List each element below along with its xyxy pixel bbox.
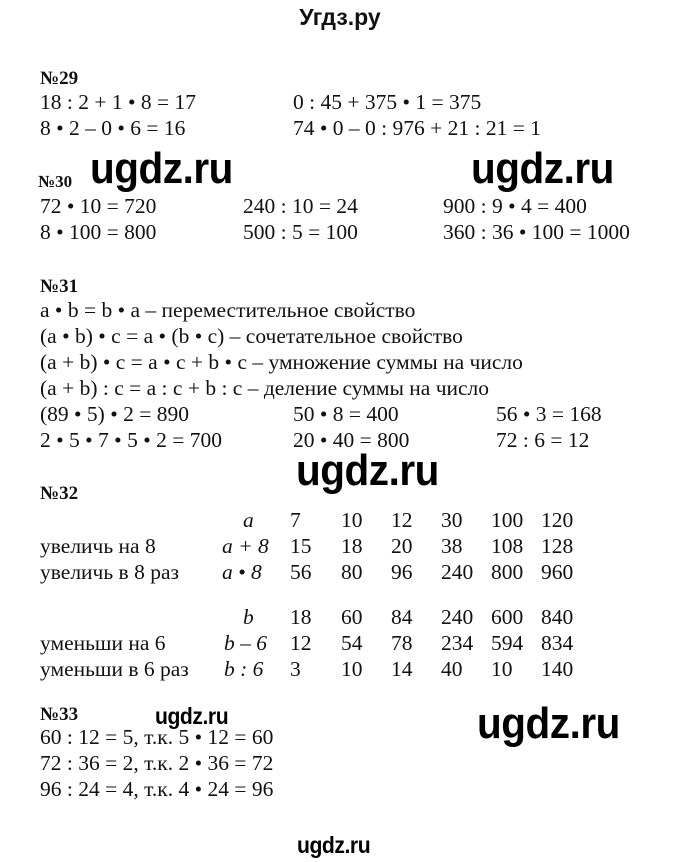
row-expression: a • 8 [222,560,262,584]
equation: 72 : 36 = 2, т.к. 2 • 36 = 72 [40,751,274,775]
equation: 50 • 8 = 400 [293,402,399,426]
equation: 900 : 9 • 4 = 400 [443,194,587,218]
equation: (89 • 5) • 2 = 890 [40,402,189,426]
table-cell: 78 [391,631,413,655]
row-label: уменьши в 6 раз [40,657,189,681]
task-number: №29 [40,68,79,89]
table-cell: 30 [441,508,463,532]
table-cell: 840 [541,605,574,629]
equation: 18 : 2 + 1 • 8 = 17 [40,90,197,114]
equation: 60 : 12 = 5, т.к. 5 • 12 = 60 [40,725,274,749]
watermark: ugdz.ru [297,832,371,858]
equation: 74 • 0 – 0 : 976 + 21 : 21 = 1 [293,116,541,140]
row-label: уменьши на 6 [40,631,166,655]
equation: 500 : 5 = 100 [243,220,358,244]
row-expression: b – 6 [224,631,267,655]
table-cell: 240 [441,605,474,629]
table-cell: 100 [491,508,524,532]
property-line: a • b = b • a – переместительное свойство [40,298,416,322]
table-cell: 80 [341,560,363,584]
row-expression: b : 6 [224,657,264,681]
table-cell: 96 [391,560,413,584]
row-label: увеличь на 8 [40,534,156,558]
table-cell: 594 [491,631,524,655]
table-cell: 234 [441,631,474,655]
table-cell: 20 [391,534,413,558]
property-line: (a + b) • c = a • c + b • c – умножение суммы на число [40,350,523,374]
property-line: (a + b) : c = a : c + b : c – деление суммы на число [40,376,490,400]
table-cell: 15 [290,534,312,558]
table-cell: 834 [541,631,574,655]
variable-label: a [243,508,254,532]
equation: 8 • 100 = 800 [40,220,157,244]
equation: 8 • 2 – 0 • 6 = 16 [40,116,186,140]
equation: 2 • 5 • 7 • 5 • 2 = 700 [40,428,222,452]
table-cell: 10 [491,657,513,681]
table-cell: 128 [541,534,574,558]
table-cell: 600 [491,605,524,629]
watermark: ugdz.ru [477,699,620,748]
equation: 72 : 6 = 12 [496,428,590,452]
table-cell: 10 [341,657,363,681]
row-label: увеличь в 8 раз [40,560,179,584]
table-cell: 18 [341,534,363,558]
variable-label: b [243,605,254,629]
watermark: ugdz.ru [90,144,233,193]
table-cell: 54 [341,631,363,655]
table-cell: 10 [341,508,363,532]
watermark: ugdz.ru [155,703,229,729]
table-cell: 56 [290,560,312,584]
row-expression: a + 8 [222,534,269,558]
equation: 0 : 45 + 375 • 1 = 375 [293,90,482,114]
table-cell: 38 [441,534,463,558]
property-line: (a • b) • c = a • (b • c) – сочетательное свойство [40,324,463,348]
table-cell: 140 [541,657,574,681]
table-cell: 12 [290,631,312,655]
task-number: №33 [40,704,79,725]
table-cell: 60 [341,605,363,629]
equation: 360 : 36 • 100 = 1000 [443,220,630,244]
table-cell: 108 [491,534,524,558]
table-cell: 18 [290,605,312,629]
table-cell: 960 [541,560,574,584]
table-cell: 240 [441,560,474,584]
table-cell: 7 [290,508,301,532]
table-cell: 3 [290,657,301,681]
table-cell: 12 [391,508,413,532]
table-cell: 84 [391,605,413,629]
equation: 96 : 24 = 4, т.к. 4 • 24 = 96 [40,777,274,801]
equation: 56 • 3 = 168 [496,402,602,426]
watermark: ugdz.ru [471,144,614,193]
equation: 72 • 10 = 720 [40,194,157,218]
task-number: №31 [40,276,79,297]
table-cell: 120 [541,508,574,532]
watermark: ugdz.ru [296,446,439,495]
site-title: Угдз.ру [299,4,381,30]
equation: 240 : 10 = 24 [243,194,358,218]
table-cell: 40 [441,657,463,681]
table-cell: 800 [491,560,524,584]
task-number: №32 [40,483,79,504]
table-cell: 14 [391,657,413,681]
task-number: №30 [38,172,73,191]
equation: 20 • 40 = 800 [293,428,410,452]
